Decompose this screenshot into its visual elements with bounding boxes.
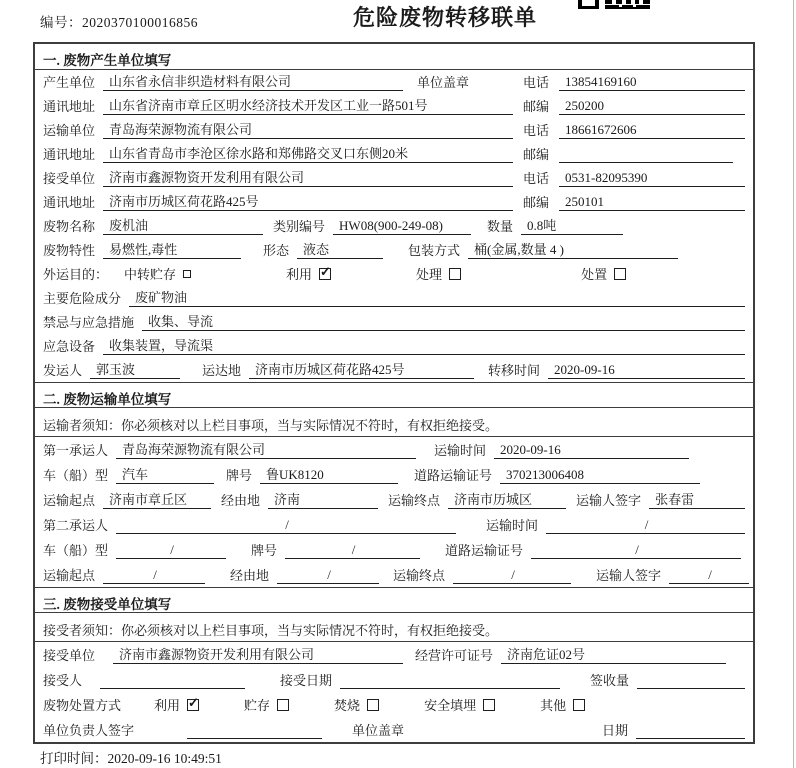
vehicle2-type-value: / — [116, 542, 226, 559]
row-waste-name — [35, 214, 753, 238]
producer-unit-value: 山东省永信非织造材料有限公司 — [103, 71, 403, 91]
transfer-time-label: 转移时间 — [488, 363, 541, 378]
print-time — [40, 747, 222, 767]
route2-start-value: / — [103, 567, 205, 584]
manifest-form-table — [33, 42, 755, 744]
row-carrier1 — [35, 437, 753, 462]
emergency-measures-label: 禁忌与应急措施 — [43, 315, 135, 330]
row-route2 — [35, 562, 753, 587]
disposal-incinerate-checkbox — [367, 699, 379, 711]
receipt-qty-value — [637, 673, 745, 689]
waste-name-value: 废机油 — [103, 215, 263, 235]
route2-sign-value: / — [669, 567, 749, 584]
route1-start-label: 运输起点 — [43, 493, 96, 508]
carrier2-label: 第二承运人 — [43, 518, 109, 533]
waste-form-value: 液态 — [297, 239, 383, 259]
producer-zip-value: 250200 — [559, 98, 745, 115]
emergency-measures-value: 收集、导流 — [142, 311, 745, 331]
row-transfer-purpose — [35, 262, 753, 286]
transport-phone-label: 电话 — [523, 123, 550, 138]
hazard-component-label: 主要危险成分 — [43, 291, 122, 306]
destination-value: 济南市历城区荷花路425号 — [249, 359, 474, 379]
signoff-date-value — [636, 723, 745, 739]
waste-name-label: 废物名称 — [43, 219, 96, 234]
receiver-unit-label: 接受单位 — [43, 171, 96, 186]
route2-via-value: / — [277, 567, 379, 584]
page-edge-line — [793, 0, 794, 768]
purpose-option-treat — [416, 264, 461, 283]
responsible-sign-label: 单位负责人签字 — [43, 723, 135, 738]
vehicle1-permit-label: 道路运输证号 — [414, 468, 493, 483]
disposal-option-store — [244, 695, 289, 714]
carrier2-time-value: / — [546, 517, 745, 534]
vehicle1-plate-value: 鲁UK8120 — [260, 464, 398, 484]
vehicle1-plate-label: 牌号 — [226, 468, 253, 483]
transporter-notice: 运输者须知：你必须核对以上栏目事项，当与实际情况不符时，有权拒绝接受。 — [35, 408, 753, 437]
transport-phone-value: 18661672606 — [559, 122, 745, 139]
accept-date-label: 接受日期 — [280, 673, 333, 688]
row-producer-address — [35, 94, 753, 118]
waste-category-value: HW08(900-249-08) — [333, 218, 471, 235]
transfer-time-value: 2020-09-16 — [548, 362, 745, 379]
transport-zip-label: 邮编 — [523, 147, 550, 162]
responsible-sign-value — [187, 723, 322, 739]
waste-traits-value: 易燃性,毒性 — [103, 239, 241, 259]
purpose-storage-checkbox — [183, 270, 191, 278]
purpose-storage-label: 中转贮存 — [124, 267, 177, 282]
row-signoff — [35, 717, 753, 742]
disposal-option-other — [540, 695, 585, 714]
disposal-option-landfill — [424, 695, 495, 714]
dispatcher-label: 发运人 — [43, 363, 83, 378]
hazard-component-value: 废矿物油 — [129, 287, 745, 307]
row-vehicle2 — [35, 537, 753, 562]
license-label: 经营许可证号 — [415, 648, 494, 663]
receiver-zip-value: 250101 — [559, 194, 745, 211]
vehicle2-permit-label: 道路运输证号 — [445, 543, 524, 558]
section3-header: 三. 废物接受单位填写 — [35, 587, 753, 613]
disposal-other-label: 其他 — [540, 698, 567, 713]
packing-label: 包装方式 — [408, 243, 461, 258]
producer-zip-label: 邮编 — [523, 99, 550, 114]
row-emergency-measures — [35, 310, 753, 334]
row-producer-unit — [35, 70, 753, 94]
row-acceptor — [35, 667, 753, 692]
row-waste-traits — [35, 238, 753, 262]
doc-number-value: 2020370100016856 — [82, 15, 198, 30]
accept-unit-value: 济南市鑫源物资开发利用有限公司 — [113, 644, 403, 664]
purpose-option-storage — [124, 264, 191, 283]
producer-address-value: 山东省济南市章丘区明水经济技术开发区工业一路501号 — [103, 95, 513, 115]
carrier1-time-value: 2020-09-16 — [494, 442, 689, 459]
purpose-treat-label: 处理 — [416, 267, 443, 282]
purpose-option-utilize — [286, 264, 331, 283]
receipt-qty-label: 签收量 — [590, 673, 630, 688]
row-carrier2 — [35, 512, 753, 537]
signoff-seal-label: 单位盖章 — [352, 723, 405, 738]
vehicle2-permit-value: / — [531, 542, 741, 559]
route1-end-value: 济南市历城区 — [448, 489, 566, 509]
disposal-landfill-checkbox — [483, 699, 495, 711]
row-dispatch — [35, 358, 753, 382]
carrier1-time-label: 运输时间 — [434, 443, 487, 458]
route2-end-label: 运输终点 — [393, 568, 446, 583]
print-time-label: 打印时间： — [40, 751, 108, 766]
row-emergency-equipment — [35, 334, 753, 358]
waste-quantity-value: 0.8吨 — [521, 215, 623, 235]
disposal-utilize-checkbox — [187, 699, 199, 711]
transport-address-label: 通讯地址 — [43, 147, 96, 162]
destination-label: 运达地 — [202, 363, 242, 378]
transport-address-value: 山东省青岛市李沧区徐水路和郑佛路交叉口东侧20米 — [103, 143, 513, 163]
emergency-equipment-value: 收集装置，导流渠 — [103, 335, 745, 355]
row-receiver-unit — [35, 166, 753, 190]
vehicle2-plate-value: / — [285, 542, 420, 559]
purpose-treat-checkbox — [449, 268, 461, 280]
dispatcher-value: 郭玉波 — [90, 359, 180, 379]
row-hazard-component — [35, 286, 753, 310]
row-receiver-address — [35, 190, 753, 214]
disposal-incinerate-label: 焚烧 — [334, 698, 361, 713]
carrier1-label: 第一承运人 — [43, 443, 109, 458]
disposal-landfill-label: 安全填埋 — [424, 698, 477, 713]
receiver-phone-label: 电话 — [523, 171, 550, 186]
route2-end-value: / — [453, 567, 571, 584]
acceptor-value — [100, 673, 245, 689]
receiver-phone-value: 0531-82095390 — [559, 170, 745, 187]
producer-phone-value: 13854169160 — [559, 74, 745, 91]
signoff-date-label: 日期 — [602, 723, 629, 738]
emergency-equipment-label: 应急设备 — [43, 339, 96, 354]
purpose-utilize-checkbox — [319, 268, 331, 280]
vehicle2-type-label: 车（船）型 — [43, 543, 109, 558]
purpose-dispose-label: 处置 — [581, 267, 608, 282]
receiver-zip-label: 邮编 — [523, 195, 550, 210]
disposal-method-label: 废物处置方式 — [43, 698, 122, 713]
receiver-notice: 接受者须知：你必须核对以上栏目事项，当与实际情况不符时，有权拒绝接受。 — [35, 613, 753, 642]
transport-unit-value: 青岛海荣源物流有限公司 — [103, 119, 513, 139]
doc-number — [40, 11, 198, 31]
route2-via-label: 经由地 — [230, 568, 270, 583]
carrier2-time-label: 运输时间 — [486, 518, 539, 533]
waste-quantity-label: 数量 — [487, 219, 514, 234]
print-time-value: 2020-09-16 10:49:51 — [107, 751, 222, 766]
disposal-option-utilize — [154, 695, 199, 714]
route1-end-label: 运输终点 — [388, 493, 441, 508]
unit-seal-label: 单位盖章 — [417, 75, 470, 90]
receiver-unit-value: 济南市鑫源物资开发利用有限公司 — [103, 167, 513, 187]
carrier2-value: / — [116, 517, 456, 534]
transfer-purpose-label: 外运目的： — [43, 267, 109, 282]
producer-unit-label: 产生单位 — [43, 75, 96, 90]
row-disposal-method — [35, 692, 753, 717]
receiver-address-label: 通讯地址 — [43, 195, 96, 210]
vehicle1-permit-value: 370213006408 — [500, 467, 700, 484]
section1-header: 一. 废物产生单位填写 — [35, 44, 753, 70]
route1-via-value: 济南 — [268, 489, 378, 509]
purpose-option-dispose — [581, 264, 626, 283]
page-title: 危险废物转移联单 — [352, 5, 537, 30]
route2-start-label: 运输起点 — [43, 568, 96, 583]
license-value: 济南危证02号 — [501, 644, 726, 664]
route2-sign-label: 运输人签字 — [596, 568, 662, 583]
row-vehicle1 — [35, 462, 753, 487]
route1-sign-label: 运输人签字 — [576, 493, 642, 508]
section2-header: 二. 废物运输单位填写 — [35, 382, 753, 408]
transport-unit-label: 运输单位 — [43, 123, 96, 138]
route1-start-value: 济南市章丘区 — [103, 489, 211, 509]
vehicle1-type-value: 汽车 — [116, 464, 214, 484]
producer-address-label: 通讯地址 — [43, 99, 96, 114]
row-transport-unit — [35, 118, 753, 142]
doc-number-label: 编号： — [40, 15, 82, 30]
row-transport-address — [35, 142, 753, 166]
qr-code-icon — [578, 0, 650, 9]
disposal-utilize-label: 利用 — [154, 698, 181, 713]
vehicle2-plate-label: 牌号 — [251, 543, 278, 558]
transport-zip-value — [559, 147, 733, 163]
acceptor-label: 接受人 — [43, 673, 83, 688]
carrier1-value: 青岛海荣源物流有限公司 — [116, 439, 416, 459]
purpose-dispose-checkbox — [614, 268, 626, 280]
receiver-address-value: 济南市历城区荷花路425号 — [103, 191, 513, 211]
route1-sign-value: 张春雷 — [649, 489, 745, 509]
row-route1 — [35, 487, 753, 512]
accept-unit-label: 接受单位 — [43, 648, 96, 663]
accept-date-value — [340, 673, 560, 689]
disposal-other-checkbox — [573, 699, 585, 711]
waste-form-label: 形态 — [263, 243, 290, 258]
disposal-store-checkbox — [277, 699, 289, 711]
row-accept-unit — [35, 642, 753, 667]
disposal-option-incinerate — [334, 695, 379, 714]
packing-value: 桶(金属,数量 4 ) — [468, 239, 678, 259]
waste-traits-label: 废物特性 — [43, 243, 96, 258]
waste-category-label: 类别编号 — [273, 219, 326, 234]
disposal-store-label: 贮存 — [244, 698, 271, 713]
producer-phone-label: 电话 — [523, 75, 550, 90]
route1-via-label: 经由地 — [221, 493, 261, 508]
purpose-utilize-label: 利用 — [286, 267, 313, 282]
vehicle1-type-label: 车（船）型 — [43, 468, 109, 483]
